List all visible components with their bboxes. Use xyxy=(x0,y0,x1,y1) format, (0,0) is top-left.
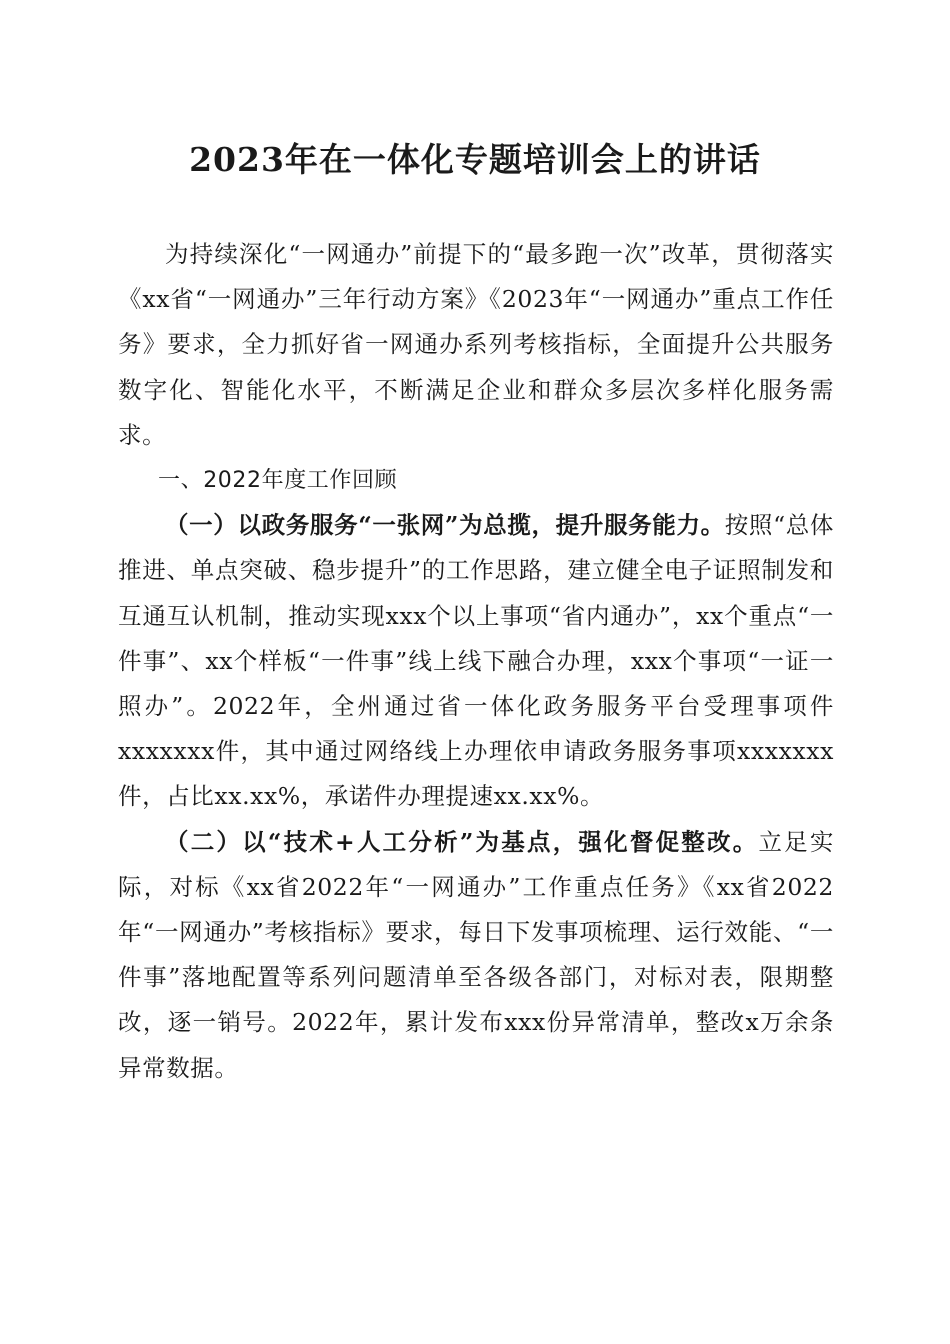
document-title: 2023年在一体化专题培训会上的讲话 xyxy=(189,140,761,179)
subsection-text-2: 立足实际，对标《xx省2022年“一网通办”工作重点任务》《xx省2022年“一网通办”考核指标》要求，每日下发事项梳理、运行效能、“一件事”落地配置等系列问题清单至各级各部门，对标对表，限期整改，逐一销号。2022年，累计发布xxx份异常清单，整改x万余条异常数据。 xyxy=(118,827,834,1082)
subsection-text-1: 按照“总体推进、单点突破、稳步提升”的工作思路，建立健全电子证照制发和互通互认机制，推动实现xxx个以上事项“省内通办”，xx个重点“一件事”、xx个样板“一件事”线上线下融合办理，xxx个事项“一证一照办”。2022年，全州通过省一体化政务服务平台受理事项件xxxxxxx件，其中通过网络线上办理依申请政务服务事项xxxxxxx件，占比xx.xx%，承诺件办理提速xx.xx%。 xyxy=(118,511,835,811)
subsection-heading-2: （二）以“技术+人工分析”为基点，强化督促整改。 xyxy=(165,827,759,856)
subsection-paragraph-1 xyxy=(118,503,834,819)
subsection-heading-1: （一）以政务服务“一张网”为总揽，提升服务能力。 xyxy=(165,511,725,540)
subsection-paragraph-2 xyxy=(118,820,834,1091)
document-body xyxy=(118,232,834,1091)
section-heading-review: 一、2022年度工作回顾 xyxy=(158,468,398,494)
intro-paragraph: 为持续深化“一网通办”前提下的“最多跑一次”改革，贯彻落实《xx省“一网通办”三年行动方案》《2023年“一网通办”重点工作任务》要求，全力抓好省一网通办系列考核指标，全面提升公共服务数字化、智能化水平，不断满足企业和群众多层次多样化服务需求。 xyxy=(118,240,834,449)
